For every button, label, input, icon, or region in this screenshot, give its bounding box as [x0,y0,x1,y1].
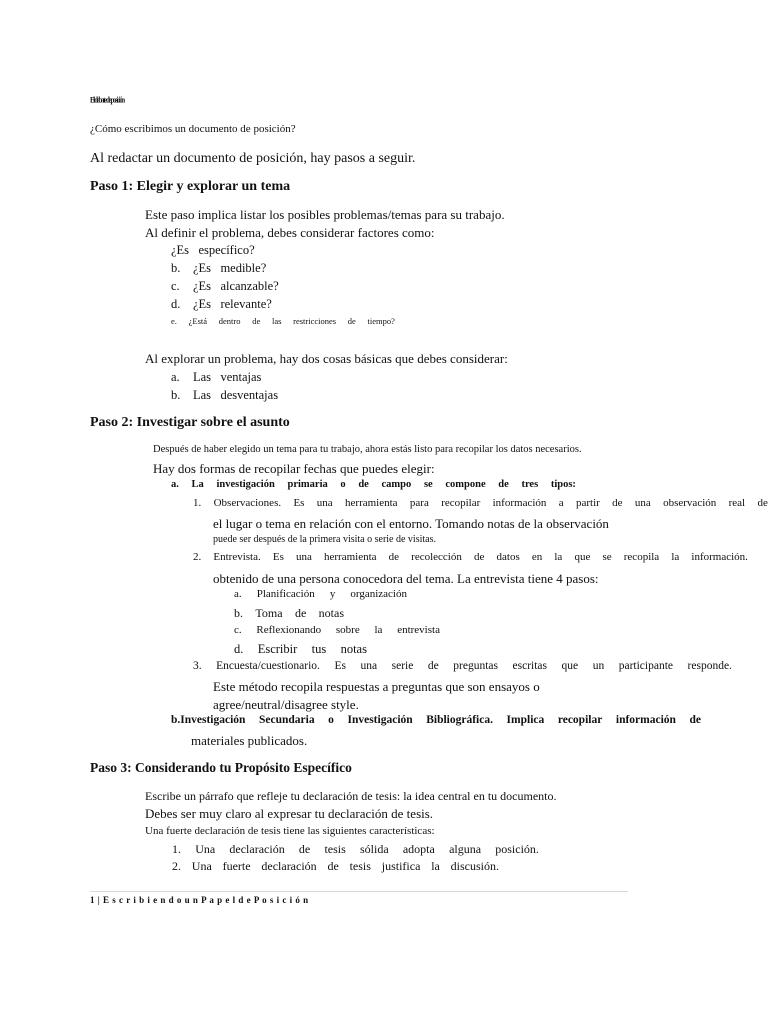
intro-text: Al redactar un documento de posición, hay pasos a seguir. [90,151,416,166]
word: de [294,606,307,620]
observation-line-3: puede ser después de la primera visita o serie de visitas. [213,534,436,545]
word: organización [350,588,407,600]
factor-word: ¿Es [171,243,190,257]
thesis-characteristic [172,842,539,857]
word: recolección [411,551,462,563]
bullet-text: Al definir el problema, debes considerar factores como: [145,225,435,240]
secondary-research-heading [171,714,701,726]
consideration-marker: a. [171,370,180,384]
word: la [554,551,563,563]
bullet-text: Hay dos formas de recopilar fechas que puedes elegir: [153,461,435,476]
word: información [492,497,547,509]
word: o [328,714,334,726]
list-marker: 2. [172,859,181,873]
word: se [423,479,433,490]
observation-line-2: el lugar o tema en relación con el entorno. Tomando notas de la observación [213,516,609,531]
word: campo [381,479,412,490]
word: de [498,479,509,490]
factor-word: tiempo? [367,316,395,326]
factor-item [171,316,395,326]
step2-bullet-1 [139,444,582,455]
word: Entrevista. [213,551,261,563]
word: o [340,479,346,490]
word: de [757,497,768,509]
word: Escribir [257,642,298,656]
interview-step [234,588,407,600]
primary-research-heading [171,479,576,490]
factor-item [171,261,266,276]
consideration-item [171,370,261,385]
factor-word: ¿Es [193,279,212,293]
word: información [615,714,676,726]
word: recopilar [557,714,603,726]
survey-line-1 [193,660,732,672]
interview-step [234,624,440,636]
word: tres [521,479,539,490]
word: notas [340,642,367,656]
word: entrevista [397,624,440,636]
word: de [388,551,400,563]
question-line: ¿Cómo escribimos un documento de posición? [90,123,296,135]
word: real [728,497,746,509]
word: de [298,842,311,856]
step1-bullet-3 [131,351,508,367]
bullet-text: Escribe un párrafo que refleje tu declaración de tesis: la idea central en tu documento. [145,789,557,803]
observation-line-1 [193,497,768,509]
word: a [558,497,564,509]
page-footer: 1 | E s c r i b i e n d o u n P a p e l d e P o s i c i ó n [90,895,309,905]
consideration-item [171,388,278,403]
word: sobre [335,624,360,636]
word: posición. [495,842,539,856]
list-marker: a. [234,588,242,600]
word: recopilar [441,497,481,509]
tiny-title: El debate de posición [90,95,124,105]
word: responde. [687,660,732,672]
interview-line-2: obtenido de una persona conocedora del tema. La entrevista tiene 4 pasos: [213,571,599,586]
word: de [689,714,701,726]
word: información. [691,551,748,563]
factor-word: específico? [198,243,255,257]
factor-word: dentro [218,316,241,326]
word: tus [311,642,327,656]
word: Planificación [256,588,315,600]
word: Encuesta/cuestionario. [216,660,320,672]
interview-step [234,642,367,657]
thesis-characteristic [172,859,499,874]
bullet-text: Al explorar un problema, hay dos cosas básicas que debes considerar: [145,351,508,366]
bullet-text: Debes ser muy claro al expresar tu declaración de tesis. [145,806,434,821]
word: partir [575,497,600,509]
consideration-word: ventajas [220,370,262,384]
consideration-word: Las [193,388,212,402]
word: la [671,551,680,563]
word: herramienta [345,497,398,509]
factor-word: relevante? [220,297,272,311]
factor-word: ¿Está [188,316,208,326]
factor-marker: c. [171,279,180,293]
secondary-research-line-2: materiales publicados. [191,733,308,748]
bullet-text: Este paso implica listar los posibles problemas/temas para su trabajo. [145,207,505,222]
word: alguna [449,842,482,856]
word: Observaciones. [213,497,282,509]
factor-word: de [347,316,356,326]
word: para [409,497,429,509]
list-marker: a. [171,479,179,490]
word: sólida [359,842,389,856]
word: un [592,660,605,672]
word: tesis [324,842,346,856]
interview-line-1 [193,551,748,563]
survey-line-3: agree/neutral/disagree style. [213,697,359,712]
word: compone [445,479,486,490]
word: justifica [381,859,421,873]
step1-heading: Paso 1: Elegir y explorar un tema [90,179,291,194]
step1-bullet-1 [131,207,505,223]
word: de [327,859,339,873]
word: Es [334,660,346,672]
factor-word: ¿Es [193,297,212,311]
consideration-word: desventajas [220,388,279,402]
word: datos [496,551,520,563]
footer-divider [90,891,628,892]
interview-step [234,606,344,621]
word: en [531,551,543,563]
step3-heading: Paso 3: Considerando tu Propósito Específico [90,760,352,775]
word: Toma [255,606,283,620]
word: adopta [402,842,435,856]
word: tipos: [550,479,576,490]
factor-item [171,279,279,294]
factor-word: alcanzable? [220,279,279,293]
consideration-marker: b. [171,388,181,402]
word: declaración [229,842,285,856]
step2-bullet-2 [139,461,435,477]
step3-bullet-2 [131,806,433,822]
word: preguntas [453,660,498,672]
word: recopila [623,551,660,563]
word: una [634,497,651,509]
word: de [358,479,369,490]
consideration-word: Las [193,370,212,384]
word: de [427,660,439,672]
word: Reflexionando [256,624,322,636]
step3-bullet-1 [131,789,556,804]
list-marker: c. [234,624,242,636]
list-marker: d. [234,642,244,656]
word: escritas [512,660,548,672]
bullet-text: Después de haber elegido un tema para tu trabajo, ahora estás listo para recopilar los datos necesarios. [153,444,582,455]
list-marker: 2. [193,551,202,563]
word: serie [391,660,414,672]
word: participante [618,660,673,672]
word: de [473,551,485,563]
word: La [191,479,204,490]
word: una [295,551,312,563]
word: notas [318,606,344,620]
factor-marker: d. [171,297,181,311]
word: la [374,624,383,636]
word: investigación [216,479,275,490]
factor-item [171,297,272,312]
list-marker: 1. [172,842,181,856]
list-marker: 3. [193,660,202,672]
word: primaria [287,479,328,490]
word: Bibliográfica. [426,714,493,726]
list-marker: b. [234,606,243,620]
word: que [574,551,591,563]
word: tesis [349,859,371,873]
word: se [602,551,612,563]
factor-item [171,243,255,258]
word: herramienta [324,551,377,563]
list-marker: 1. [193,497,202,509]
survey-line-2: Este método recopila respuestas a preguntas que son ensayos o [213,679,540,694]
word: que [561,660,579,672]
word: de [612,497,623,509]
bullet-text: Una fuerte declaración de tesis tiene las siguientes características: [145,825,435,837]
word: Una [191,859,212,873]
word: Investigación [347,714,413,726]
word: Secundaria [259,714,315,726]
word: Es [293,497,305,509]
word: observación [663,497,717,509]
factor-word: restricciones [293,316,337,326]
word: Es [272,551,284,563]
factor-marker: e. [171,316,177,326]
word: fuerte [222,859,251,873]
word: declaración [261,859,317,873]
factor-word: ¿Es [193,261,212,275]
factor-word: las [271,316,282,326]
word: y [329,588,336,600]
word: la [431,859,440,873]
word: b.Investigación [171,714,246,726]
word: Implica [506,714,545,726]
step1-bullet-2 [131,225,435,241]
factor-word: de [252,316,261,326]
factor-word: medible? [220,261,267,275]
factor-marker: b. [171,261,181,275]
word: Una [195,842,216,856]
word: una [316,497,333,509]
word: discusión. [450,859,499,873]
word: una [360,660,378,672]
step3-bullet-3 [131,825,435,837]
step2-heading: Paso 2: Investigar sobre el asunto [90,415,290,430]
